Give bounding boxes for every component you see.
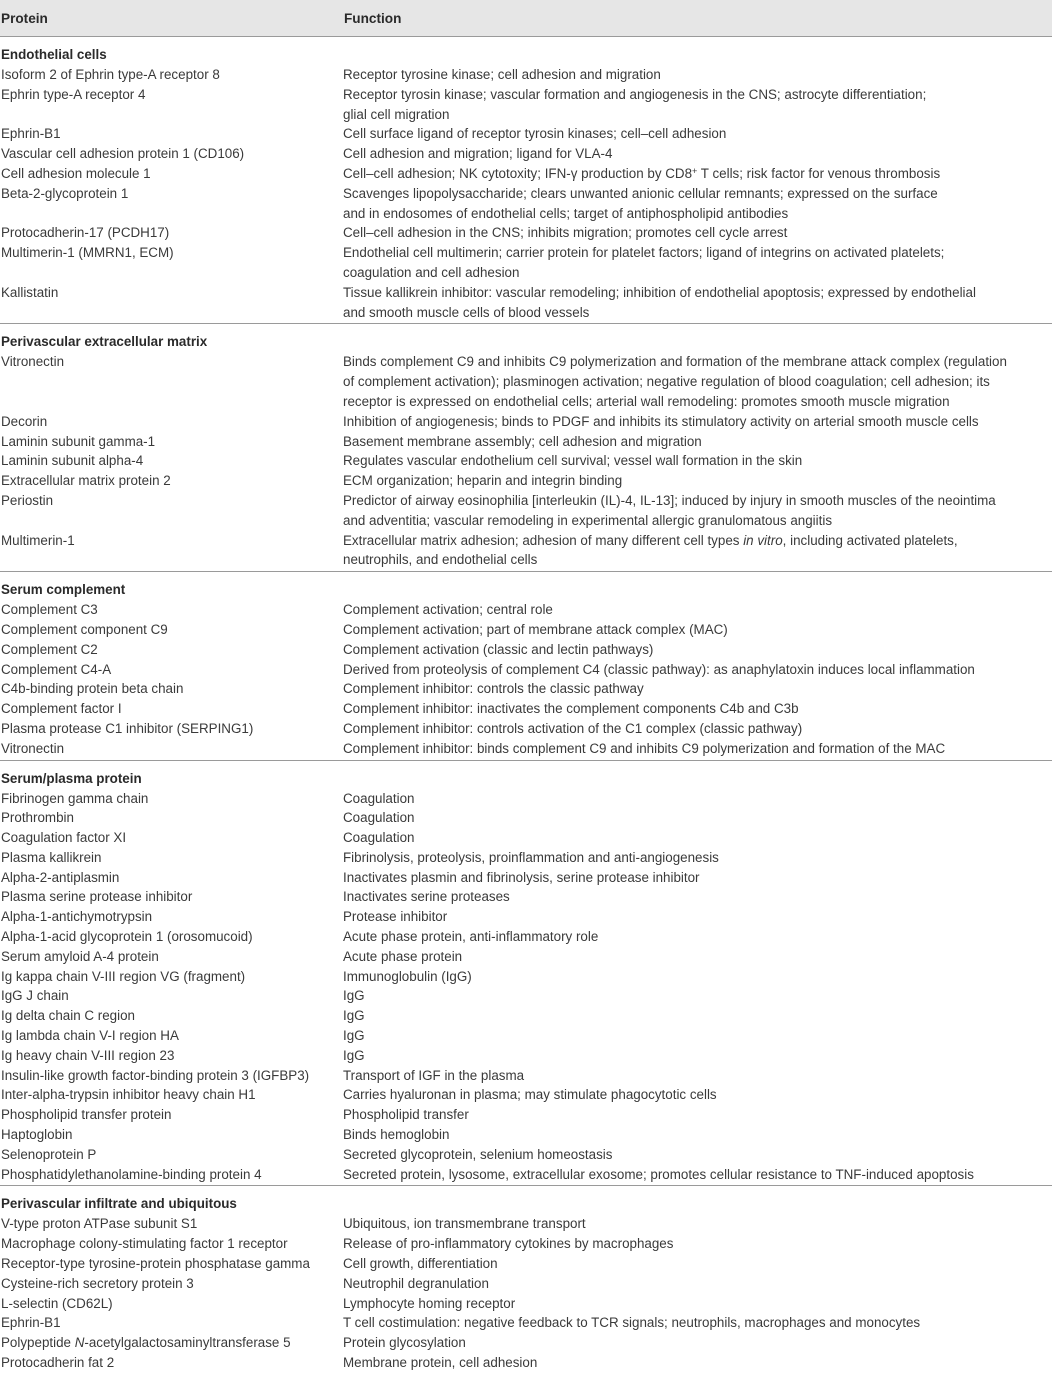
- function-text: Carries hyaluronan in plasma; may stimulate phagocytotic cells: [343, 1087, 717, 1103]
- function-text: Complement inhibitor: controls activation of the C1 complex (classic pathway): [343, 720, 803, 736]
- function-text: Lymphocyte homing receptor: [343, 1295, 516, 1311]
- protein-name: IgG J chain: [1, 988, 69, 1004]
- function-cell: [343, 947, 1052, 967]
- function-text-line: and adventitia; vascular remodeling in experimental allergic granulomatous angiitis: [343, 512, 833, 528]
- protein-name: Cysteine-rich secretory protein 3: [1, 1275, 194, 1291]
- function-text: Binds complement C9 and inhibits C9 polymerization and formation of the membrane attack complex (regulation: [343, 354, 1007, 370]
- function-text: Complement inhibitor: controls the classic pathway: [343, 681, 644, 697]
- table-row: [0, 868, 1052, 888]
- protein-cell: [0, 808, 343, 828]
- function-text-line: and in endosomes of endothelial cells; target of antiphospholipid antibodies: [343, 205, 789, 221]
- table-row: [0, 1313, 1052, 1333]
- protein-name: Insulin-like growth factor-binding protein 3 (IGFBP3): [1, 1067, 310, 1083]
- table-row: [0, 531, 1052, 572]
- protein-name: Serum amyloid A-4 protein: [1, 948, 159, 964]
- protein-name: Plasma protease C1 inhibitor (SERPING1): [1, 720, 254, 736]
- table-row: [0, 927, 1052, 947]
- protein-cell: [0, 85, 343, 125]
- protein-cell: [0, 739, 343, 760]
- function-text: Complement inhibitor: binds complement C9 and inhibits C9 polymerization and formation of the MAC: [343, 740, 946, 756]
- protein-name: Complement factor I: [1, 701, 122, 717]
- table-row: [0, 660, 1052, 680]
- function-text: Predictor of airway eosinophilia [interleukin (IL)-4, IL-13]; induced by injury in smooth muscles of the neointima: [343, 492, 996, 508]
- protein-name: Ephrin-B1: [1, 126, 61, 142]
- protein-name: Alpha-2-antiplasmin: [1, 869, 120, 885]
- table-row: [0, 1333, 1052, 1353]
- table-row: [0, 1046, 1052, 1066]
- function-text-line: receptor is expressed on endothelial cells; arterial wall remodeling: promotes smooth muscle migration: [343, 393, 950, 409]
- function-cell: [343, 144, 1052, 164]
- function-cell: [343, 1214, 1052, 1234]
- function-cell: [343, 986, 1052, 1006]
- section-header-row: [0, 760, 1052, 789]
- protein-name: Haptoglobin: [1, 1127, 73, 1143]
- function-cell: [343, 1313, 1052, 1333]
- protein-cell: [0, 144, 343, 164]
- function-text-line: of complement activation); plasminogen activation; negative regulation of blood coagulation; cell adhesion; its: [343, 374, 990, 390]
- table-row: [0, 243, 1052, 283]
- protein-cell: [0, 1274, 343, 1294]
- section-title: Serum complement: [1, 582, 126, 598]
- function-text: Inactivates serine proteases: [343, 889, 510, 905]
- function-text: IgG: [343, 1047, 365, 1063]
- function-text-line: glial cell migration: [343, 106, 450, 122]
- table-row: [0, 471, 1052, 491]
- table-row: [0, 1125, 1052, 1145]
- table-row: [0, 1294, 1052, 1314]
- protein-name: Laminin subunit alpha-4: [1, 453, 144, 469]
- protein-cell: [0, 412, 343, 432]
- function-cell: [343, 1353, 1052, 1373]
- table-row: [0, 65, 1052, 85]
- function-text: Secreted glycoprotein, selenium homeostasis: [343, 1146, 613, 1162]
- function-text: IgG: [343, 988, 365, 1004]
- protein-name: Ig heavy chain V-III region 23: [1, 1047, 175, 1063]
- table-row: [0, 1353, 1052, 1373]
- function-text: Ubiquitous, ion transmembrane transport: [343, 1216, 586, 1232]
- function-cell: [343, 967, 1052, 987]
- function-cell: [343, 164, 1052, 184]
- protein-cell: [0, 223, 343, 243]
- function-cell: [343, 223, 1052, 243]
- protein-cell: [0, 640, 343, 660]
- table-row: [0, 1006, 1052, 1026]
- function-text: Inactivates plasmin and fibrinolysis, serine protease inhibitor: [343, 869, 700, 885]
- function-text: Secreted protein, lysosome, extracellular exosome; promotes cellular resistance to TNF-induced apoptosis: [343, 1166, 974, 1182]
- protein-name: Fibrinogen gamma chain: [1, 790, 149, 806]
- function-cell: [343, 828, 1052, 848]
- table-row: [0, 1026, 1052, 1046]
- protein-cell: [0, 600, 343, 620]
- protein-name: Plasma kallikrein: [1, 849, 102, 865]
- table-row: [0, 986, 1052, 1006]
- protein-name: Phospholipid transfer protein: [1, 1107, 172, 1123]
- protein-cell: [0, 471, 343, 491]
- function-cell: [343, 739, 1052, 760]
- function-superscript: +: [692, 165, 698, 176]
- table-row: [0, 223, 1052, 243]
- section-title: Perivascular infiltrate and ubiquitous: [1, 1196, 237, 1212]
- function-cell: [343, 1234, 1052, 1254]
- protein-name: Vascular cell adhesion protein 1 (CD106): [1, 146, 245, 162]
- table-row: [0, 620, 1052, 640]
- protein-name: V-type proton ATPase subunit S1: [1, 1216, 198, 1232]
- table-row: [0, 432, 1052, 452]
- protein-name: Ig kappa chain V-III region VG (fragment): [1, 968, 246, 984]
- protein-name: L-selectin (CD62L): [1, 1295, 113, 1311]
- protein-name: Alpha-1-antichymotrypsin: [1, 909, 153, 925]
- function-text: Acute phase protein, anti-inflammatory role: [343, 929, 599, 945]
- function-cell: [343, 283, 1052, 324]
- protein-cell: [0, 1046, 343, 1066]
- function-text: ECM organization; heparin and integrin binding: [343, 473, 623, 489]
- function-cell: [343, 808, 1052, 828]
- function-text-cont: T cells; risk factor for venous thrombosis: [697, 165, 941, 181]
- protein-cell: [0, 1145, 343, 1165]
- protein-name: Ig delta chain C region: [1, 1008, 135, 1024]
- function-text: Immunoglobulin (IgG): [343, 968, 472, 984]
- function-text: Complement activation (classic and lectin pathways): [343, 641, 654, 657]
- function-text: IgG: [343, 1028, 365, 1044]
- protein-cell: [0, 531, 343, 572]
- table-row: [0, 352, 1052, 411]
- protein-cell: [0, 124, 343, 144]
- protein-name: Vitronectin: [1, 354, 65, 370]
- function-cell: [343, 1105, 1052, 1125]
- protein-cell: [0, 927, 343, 947]
- protein-name: Alpha-1-acid glycoprotein 1 (orosomucoid): [1, 929, 253, 945]
- protein-cell: [0, 967, 343, 987]
- protein-name: Vitronectin: [1, 740, 65, 756]
- protein-name: Complement C3: [1, 602, 98, 618]
- function-cell: [343, 789, 1052, 809]
- protein-cell: [0, 660, 343, 680]
- function-italic: in vitro: [743, 532, 783, 548]
- section-header-row: [0, 1186, 1052, 1215]
- function-cell: [343, 471, 1052, 491]
- table-row: [0, 887, 1052, 907]
- protein-name: Kallistatin: [1, 284, 59, 300]
- section-header-row: [0, 37, 1052, 66]
- function-text: Phospholipid transfer: [343, 1107, 469, 1123]
- table-row: [0, 1254, 1052, 1274]
- protein-cell: [0, 243, 343, 283]
- protein-name: Polypeptide: [1, 1335, 75, 1351]
- protein-cell: [0, 1254, 343, 1274]
- function-text: Cell–cell adhesion in the CNS; inhibits migration; promotes cell cycle arrest: [343, 225, 788, 241]
- protein-cell: [0, 1085, 343, 1105]
- protein-name: Phosphatidylethanolamine-binding protein 4: [1, 1166, 262, 1182]
- protein-name: Extracellular matrix protein 2: [1, 473, 171, 489]
- table-row: [0, 144, 1052, 164]
- function-cell: [343, 1274, 1052, 1294]
- protein-cell: [0, 1026, 343, 1046]
- table-row: [0, 451, 1052, 471]
- protein-name: Decorin: [1, 413, 48, 429]
- function-text: Receptor tyrosine kinase; cell adhesion and migration: [343, 67, 661, 82]
- protein-cell: [0, 491, 343, 531]
- function-text-line: neutrophils, and endothelial cells: [343, 552, 538, 568]
- function-cell: [343, 887, 1052, 907]
- function-text: Regulates vascular endothelium cell survival; vessel wall formation in the skin: [343, 453, 803, 469]
- function-text: Cell surface ligand of receptor tyrosin kinases; cell–cell adhesion: [343, 126, 727, 142]
- function-cell: [343, 1026, 1052, 1046]
- function-text: Acute phase protein: [343, 948, 463, 964]
- protein-name: Beta-2-glycoprotein 1: [1, 185, 129, 201]
- protein-name: Multimerin-1: [1, 532, 75, 548]
- function-cell: [343, 640, 1052, 660]
- protein-name: Ephrin-B1: [1, 1315, 61, 1331]
- function-text-line: coagulation and cell adhesion: [343, 264, 520, 280]
- function-cell: [343, 184, 1052, 224]
- function-cell: [343, 848, 1052, 868]
- table-row: [0, 848, 1052, 868]
- function-cell: [343, 1046, 1052, 1066]
- function-text: Receptor tyrosin kinase; vascular formation and angiogenesis in the CNS; astrocyte differentiation;: [343, 86, 927, 102]
- protein-name: C4b-binding protein beta chain: [1, 681, 184, 697]
- protein-name: Laminin subunit gamma-1: [1, 433, 156, 449]
- table-row: [0, 124, 1052, 144]
- protein-name: Multimerin-1 (MMRN1, ECM): [1, 245, 174, 261]
- function-text: Tissue kallikrein inhibitor: vascular remodeling; inhibition of endothelial apoptosis; expressed by endothelial: [343, 284, 976, 300]
- protein-cell: [0, 828, 343, 848]
- protein-cell: [0, 986, 343, 1006]
- function-cell: [343, 531, 1052, 572]
- protein-cell: [0, 848, 343, 868]
- protein-name: Coagulation factor XI: [1, 830, 127, 846]
- protein-name: Complement component C9: [1, 621, 168, 637]
- function-text: Protease inhibitor: [343, 909, 448, 925]
- section-header-row: [0, 324, 1052, 353]
- table-row: [0, 789, 1052, 809]
- table-row: [0, 1105, 1052, 1125]
- function-text: Inhibition of angiogenesis; binds to PDGF and inhibits its stimulatory activity on arterial smooth muscle cells: [343, 413, 979, 429]
- function-text: Endothelial cell multimerin; carrier protein for platelet factors; ligand of integrins on activated platelets;: [343, 245, 945, 261]
- function-cell: [343, 1165, 1052, 1186]
- protein-name: Protocadherin-17 (PCDH17): [1, 225, 170, 241]
- protein-cell: [0, 1333, 343, 1353]
- protein-cell: [0, 1353, 343, 1373]
- table-row: [0, 967, 1052, 987]
- protein-cell: [0, 1066, 343, 1086]
- table-row: [0, 1085, 1052, 1105]
- protein-cell: [0, 789, 343, 809]
- function-text: Complement inhibitor: inactivates the complement components C4b and C3b: [343, 701, 799, 717]
- protein-name-cont: -acetylgalactosaminyltransferase 5: [84, 1335, 291, 1351]
- protein-name: Selenoprotein P: [1, 1146, 97, 1162]
- table-row: [0, 828, 1052, 848]
- function-cell: [343, 451, 1052, 471]
- protein-cell: [0, 1006, 343, 1026]
- protein-cell: [0, 1214, 343, 1234]
- protein-cell: [0, 679, 343, 699]
- function-text: Coagulation: [343, 830, 415, 846]
- table-row: [0, 640, 1052, 660]
- function-cell: [343, 927, 1052, 947]
- function-text: Binds hemoglobin: [343, 1127, 450, 1143]
- function-cell: [343, 699, 1052, 719]
- protein-name: Isoform 2 of Ephrin type-A receptor 8: [1, 67, 220, 82]
- function-cell: [343, 1254, 1052, 1274]
- function-cell: [343, 1294, 1052, 1314]
- protein-cell: [0, 432, 343, 452]
- function-text: Cell growth, differentiation: [343, 1256, 498, 1272]
- table-body: [0, 37, 1052, 1373]
- function-text-line: and smooth muscle cells of blood vessels: [343, 304, 590, 320]
- table-header-row: [0, 0, 1052, 37]
- function-cell: [343, 1333, 1052, 1353]
- protein-name: Prothrombin: [1, 810, 74, 826]
- function-text: Membrane protein, cell adhesion: [343, 1355, 538, 1371]
- function-cell: [343, 1006, 1052, 1026]
- function-cell: [343, 868, 1052, 888]
- protein-cell: [0, 1234, 343, 1254]
- function-cell: [343, 1145, 1052, 1165]
- protein-cell: [0, 868, 343, 888]
- table-row: [0, 739, 1052, 760]
- table-row: [0, 412, 1052, 432]
- function-cell: [343, 85, 1052, 125]
- function-cell: [343, 432, 1052, 452]
- protein-name: Ephrin type-A receptor 4: [1, 86, 146, 102]
- function-text: Protein glycosylation: [343, 1335, 466, 1351]
- function-text: Neutrophil degranulation: [343, 1275, 489, 1291]
- function-cell: [343, 719, 1052, 739]
- protein-name: Receptor-type tyrosine-protein phosphatase gamma: [1, 1256, 310, 1272]
- table-row: [0, 679, 1052, 699]
- function-text: Scavenges lipopolysaccharide; clears unwanted anionic cellular remnants; expressed on the surface: [343, 185, 938, 201]
- protein-cell: [0, 1105, 343, 1125]
- function-cell: [343, 243, 1052, 283]
- protein-cell: [0, 1165, 343, 1186]
- table-row: [0, 907, 1052, 927]
- protein-cell: [0, 887, 343, 907]
- function-cell: [343, 620, 1052, 640]
- function-text: IgG: [343, 1008, 365, 1024]
- function-column-header: Function: [343, 0, 1052, 37]
- function-text: Transport of IGF in the plasma: [343, 1067, 525, 1083]
- table-row: [0, 1066, 1052, 1086]
- function-cell: [343, 660, 1052, 680]
- protein-cell: [0, 699, 343, 719]
- function-text: Complement activation; part of membrane attack complex (MAC): [343, 621, 728, 637]
- protein-cell: [0, 719, 343, 739]
- function-text: Extracellular matrix adhesion; adhesion of many different cell types: [343, 532, 744, 548]
- table-row: [0, 1214, 1052, 1234]
- section-title: Endothelial cells: [1, 47, 107, 62]
- function-text: Complement activation; central role: [343, 602, 553, 618]
- protein-name-italic: N: [74, 1335, 85, 1351]
- function-text: Coagulation: [343, 790, 415, 806]
- protein-cell: [0, 1294, 343, 1314]
- section-title: Serum/plasma protein: [1, 770, 142, 786]
- protein-cell: [0, 620, 343, 640]
- protein-name: Complement C2: [1, 641, 98, 657]
- function-text: Cell–cell adhesion; NK cytotoxity; IFN-γ production by CD8: [343, 165, 693, 181]
- function-text: T cell costimulation: negative feedback to TCR signals; neutrophils, macrophages and monocytes: [343, 1315, 921, 1331]
- protein-cell: [0, 164, 343, 184]
- function-cell: [343, 1125, 1052, 1145]
- function-cell: [343, 412, 1052, 432]
- protein-cell: [0, 1125, 343, 1145]
- protein-cell: [0, 947, 343, 967]
- protein-column-header: Protein: [0, 0, 343, 37]
- function-cell: [343, 65, 1052, 85]
- protein-name: Cell adhesion molecule 1: [1, 165, 151, 181]
- function-text: Coagulation: [343, 810, 415, 826]
- function-cell: [343, 907, 1052, 927]
- section-title: Perivascular extracellular matrix: [1, 334, 208, 350]
- table-row: [0, 947, 1052, 967]
- table-row: [0, 1234, 1052, 1254]
- function-text: Cell adhesion and migration; ligand for VLA-4: [343, 146, 613, 162]
- function-text-cont: , including activated platelets,: [782, 532, 958, 548]
- table-row: [0, 85, 1052, 125]
- function-cell: [343, 352, 1052, 411]
- table-row: [0, 1145, 1052, 1165]
- protein-name: Protocadherin fat 2: [1, 1355, 115, 1371]
- table-row: [0, 699, 1052, 719]
- protein-name: Ig lambda chain V-I region HA: [1, 1028, 179, 1044]
- table-row: [0, 600, 1052, 620]
- protein-name: Inter-alpha-trypsin inhibitor heavy chain H1: [1, 1087, 256, 1103]
- section-header-row: [0, 572, 1052, 601]
- table-row: [0, 164, 1052, 184]
- table-row: [0, 719, 1052, 739]
- protein-cell: [0, 907, 343, 927]
- protein-name: Complement C4-A: [1, 661, 112, 677]
- table-row: [0, 1165, 1052, 1186]
- function-cell: [343, 679, 1052, 699]
- table-row: [0, 283, 1052, 324]
- protein-name: Plasma serine protease inhibitor: [1, 889, 193, 905]
- function-cell: [343, 1066, 1052, 1086]
- protein-cell: [0, 283, 343, 324]
- table-row: [0, 1274, 1052, 1294]
- protein-cell: [0, 65, 343, 85]
- protein-cell: [0, 451, 343, 471]
- function-text: Release of pro-inflammatory cytokines by macrophages: [343, 1236, 674, 1252]
- protein-name: Macrophage colony-stimulating factor 1 receptor: [1, 1236, 288, 1252]
- function-text: Basement membrane assembly; cell adhesion and migration: [343, 433, 702, 449]
- table-row: [0, 184, 1052, 224]
- function-text: Fibrinolysis, proteolysis, proinflammation and anti-angiogenesis: [343, 849, 719, 865]
- function-cell: [343, 600, 1052, 620]
- function-cell: [343, 1085, 1052, 1105]
- protein-cell: [0, 184, 343, 224]
- table-row: [0, 491, 1052, 531]
- table-row: [0, 808, 1052, 828]
- function-cell: [343, 124, 1052, 144]
- protein-name: Periostin: [1, 492, 54, 508]
- function-cell: [343, 491, 1052, 531]
- function-text: Derived from proteolysis of complement C4 (classic pathway): as anaphylatoxin induces local inflammation: [343, 661, 975, 677]
- protein-cell: [0, 1313, 343, 1333]
- protein-cell: [0, 352, 343, 411]
